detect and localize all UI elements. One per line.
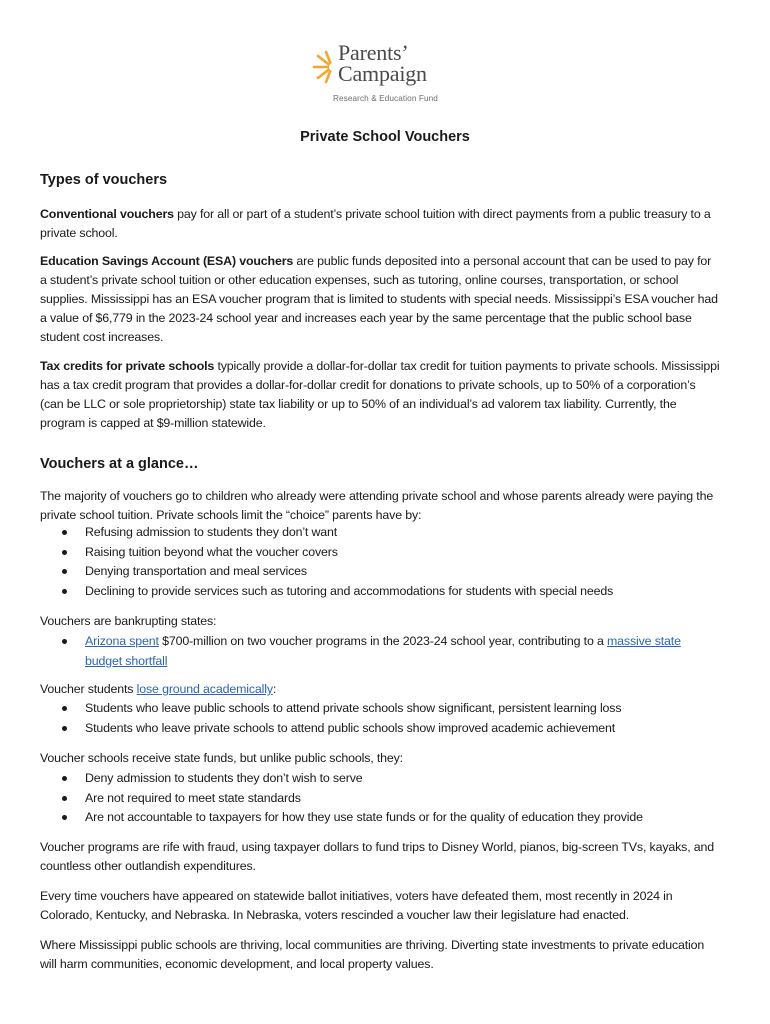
- glance-heading: Vouchers at a glance…: [40, 456, 199, 472]
- closing-paragraph: Where Mississippi public schools are thriving, local communities are thriving. Diverting state investments to private education will harm communities, economic development, and local property values.: [40, 938, 705, 971]
- academics-lead: [40, 680, 720, 699]
- state-funds-lead: Voucher schools receive state funds, but unlike public schools, they:: [40, 751, 403, 765]
- list-item-text: Declining to provide services such as tutoring and accommodations for students with special needs: [85, 583, 614, 598]
- choice-limits-list: [40, 523, 720, 601]
- list-item-text: Students who leave public schools to attend private schools show significant, persistent learning loss: [85, 701, 622, 715]
- list-item-text: Refusing admission to students they don’t want: [85, 525, 338, 539]
- lose-ground-link[interactable]: lose ground academically: [136, 682, 273, 696]
- academics-lead-text: Voucher students: [40, 682, 137, 696]
- bullet-icon: [62, 530, 67, 535]
- esa-term: Education Savings Account (ESA) vouchers: [40, 254, 294, 268]
- bullet-icon: [62, 726, 67, 731]
- list-item: [40, 582, 720, 602]
- conventional-text: pay for all or part of a student’s private school tuition with direct payments from a public treasury to a private school.: [40, 207, 711, 240]
- tax-credits-term: Tax credits for private schools: [40, 359, 215, 373]
- academics-lead-colon: :: [272, 682, 277, 696]
- logo-name-line1: Parents’: [338, 40, 409, 65]
- list-item: [40, 523, 720, 543]
- esa-paragraph: [40, 252, 720, 347]
- conventional-paragraph: [40, 205, 720, 243]
- list-item: [40, 543, 720, 563]
- list-item-text: Denying transportation and meal services: [85, 564, 307, 578]
- logo-wordmark: [338, 42, 427, 84]
- bullet-icon: [62, 796, 67, 801]
- list-item: [40, 699, 720, 719]
- bankrupting-list: [40, 632, 720, 671]
- bullet-icon: [62, 569, 67, 574]
- list-item: [40, 769, 720, 789]
- list-item-text: Are not accountable to taxpayers for how they use state funds or for the quality of education they provide: [85, 810, 643, 824]
- logo-subtitle: Research & Education Fund: [333, 94, 438, 103]
- list-item-text: Are not required to meet state standards: [85, 790, 301, 805]
- bullet-icon: [62, 776, 67, 781]
- list-item-text: Students who leave private schools to attend public schools show improved academic achievement: [85, 720, 616, 735]
- types-heading: Types of vouchers: [40, 172, 168, 188]
- tax-credits-paragraph: [40, 357, 720, 433]
- ballot-paragraph: Every time vouchers have appeared on statewide ballot initiatives, voters have defeated them, most recently in 2024 in Colorado, Kentucky, and Nebraska. In Nebraska, voters rescinded a voucher law their legislature had enacted.: [40, 889, 673, 922]
- list-item: [40, 808, 720, 828]
- tax-credits-text: typically provide a dollar-for-dollar tax credit for tuition payments to private schools. Mississippi has a tax credit program that provides a dollar-for-dollar credit for donations to private schools, up to 50% of a corporation’s (can be LLC or sole proprietorship) state tax liability or up to 50% of an individual’s ad valorem tax liability. Currently, the program is capped at $9-million statewide.: [40, 359, 720, 430]
- list-item: [40, 632, 720, 671]
- parents-campaign-logo: [312, 42, 452, 106]
- bullet-icon: [62, 639, 67, 644]
- glance-intro: The majority of vouchers go to children who already were attending private school and whose parents already were paying the private school tuition. Private schools limit the “choice” parents have by:: [40, 489, 714, 522]
- bullet-icon: [62, 550, 67, 555]
- academics-list: [40, 699, 720, 738]
- budget-shortfall-link[interactable]: massive state budget shortfall: [85, 634, 681, 668]
- conventional-term: Conventional vouchers: [40, 207, 174, 221]
- list-item-text: Deny admission to students they don’t wish to serve: [85, 771, 363, 785]
- bankrupting-lead: Vouchers are bankrupting states:: [40, 614, 217, 628]
- logo-name-line2: Campaign: [338, 61, 427, 86]
- fraud-paragraph: Voucher programs are rife with fraud, using taxpayer dollars to fund trips to Disney World, pianos, big-screen TVs, kayaks, and countless other outlandish expenditures.: [40, 840, 715, 873]
- arizona-spent-link[interactable]: Arizona spent: [85, 634, 159, 648]
- list-item-text: Raising tuition beyond what the voucher covers: [85, 544, 338, 559]
- list-item: [40, 719, 720, 739]
- esa-text: are public funds deposited into a personal account that can be used to pay for a student’s private school tuition or other education expenses, such as tutoring, online courses, transportation, or school supplies. Mississippi has an ESA voucher program that is limited to students with special needs. Mississippi’s ESA voucher had a value of $6,779 in the 2023-24 school year and increases each year by the same percentage that the public school base student cost increases.: [40, 254, 718, 344]
- list-item: [40, 562, 720, 582]
- bullet-icon: [62, 815, 67, 820]
- list-item: [40, 789, 720, 809]
- state-funds-list: [40, 769, 720, 828]
- document-title: Private School Vouchers: [300, 129, 470, 145]
- bullet-icon: [62, 706, 67, 711]
- arizona-text: $700-million on two voucher programs in the 2023-24 school year, contributing to a: [158, 634, 608, 648]
- bullet-icon: [62, 589, 67, 594]
